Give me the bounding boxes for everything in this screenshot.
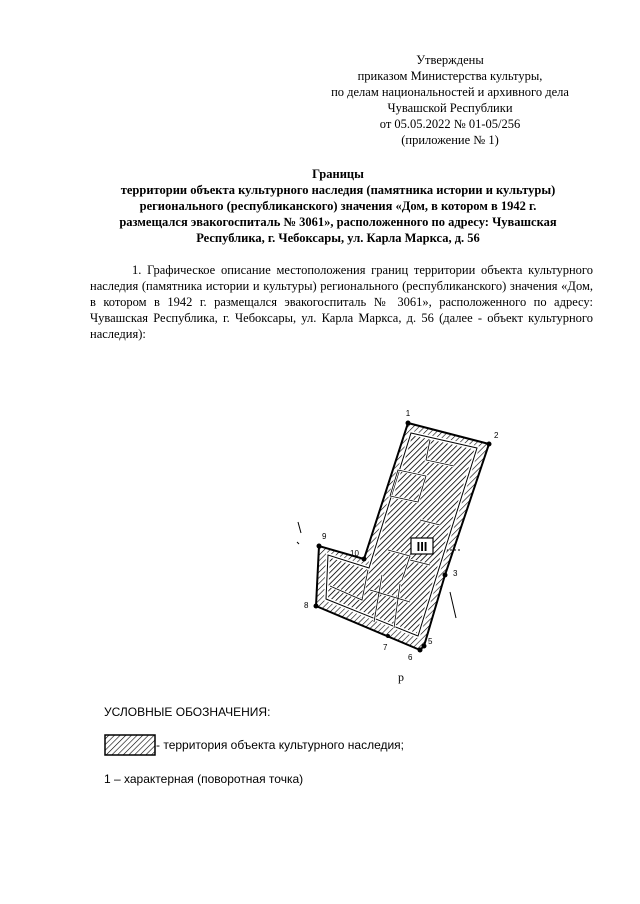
point-3-marker bbox=[443, 573, 448, 578]
building-label: III bbox=[416, 539, 428, 554]
approval-line-5: от 05.05.2022 № 01-05/256 bbox=[379, 117, 521, 131]
point-1-label: 1 bbox=[405, 409, 411, 418]
point-9-label: 9 bbox=[322, 532, 327, 541]
boundary-map bbox=[270, 400, 510, 685]
approval-line-2: приказом Министерства культуры, bbox=[357, 69, 543, 83]
approval-line-6: (приложение № 1) bbox=[401, 133, 499, 147]
title-line-5: Республика, г. Чебоксары, ул. Карла Маркса, д. 56 bbox=[196, 231, 480, 245]
title-line-3: регионального (республиканского) значения «Дом, в котором в 1942 г. bbox=[139, 199, 537, 213]
title-line-4: размещался эвакогоспиталь № 3061», расположенного по адресу: Чувашская bbox=[119, 215, 557, 229]
legend-territory-row bbox=[104, 733, 404, 757]
point-3-label: 3 bbox=[453, 569, 458, 578]
document-title bbox=[88, 166, 588, 246]
stray-mark-right bbox=[450, 592, 456, 618]
point-1-marker bbox=[406, 421, 411, 426]
legend-heading: УСЛОВНЫЕ ОБОЗНАЧЕНИЯ: bbox=[104, 705, 271, 719]
stray-glyph: р bbox=[398, 670, 404, 684]
point-5-label: 5 bbox=[428, 637, 433, 646]
point-6-marker bbox=[418, 648, 423, 653]
point-2-label: 2 bbox=[494, 431, 499, 440]
point-5-marker bbox=[422, 644, 427, 649]
legend-territory-label: - территория объекта культурного наследия; bbox=[156, 738, 405, 752]
stray-mark-left bbox=[297, 522, 301, 544]
hatch-swatch-icon bbox=[104, 734, 156, 756]
point-8-label: 8 bbox=[304, 601, 309, 610]
description-text: 1. Графическое описание местоположения границ территории объекта культурного наследия (памятника истории и культуры) регионального (республиканского) значения «Дом, в котором в 1942 г. размещался эвакогоспиталь № 3061», расположенного по адресу: Чувашская Республика, г. Чебоксары, ул. Карла Маркса, д. 56 (далее - объект культурного наследия): bbox=[90, 263, 593, 341]
title-line-2: территории объекта культурного наследия (памятника истории и культуры) bbox=[120, 183, 556, 197]
approval-line-4: Чувашской Республики bbox=[387, 101, 513, 115]
point-7-marker bbox=[386, 634, 390, 638]
description-paragraph bbox=[90, 262, 593, 342]
title-line-1: Границы bbox=[312, 167, 364, 181]
point-10-label: 10 bbox=[350, 549, 359, 558]
approval-line-3: по делам национальностей и архивного дела bbox=[331, 85, 569, 99]
approval-line-1: Утверждены bbox=[416, 53, 484, 67]
point-6-label: 6 bbox=[408, 653, 413, 662]
point-9-marker bbox=[317, 544, 322, 549]
point-10-marker bbox=[362, 557, 367, 562]
point-2-marker bbox=[487, 442, 492, 447]
point-8-marker bbox=[314, 604, 319, 609]
legend-point-row: 1 – характерная (поворотная точка) bbox=[104, 772, 304, 786]
point-7-label: 7 bbox=[383, 643, 388, 652]
approval-block bbox=[300, 52, 600, 148]
